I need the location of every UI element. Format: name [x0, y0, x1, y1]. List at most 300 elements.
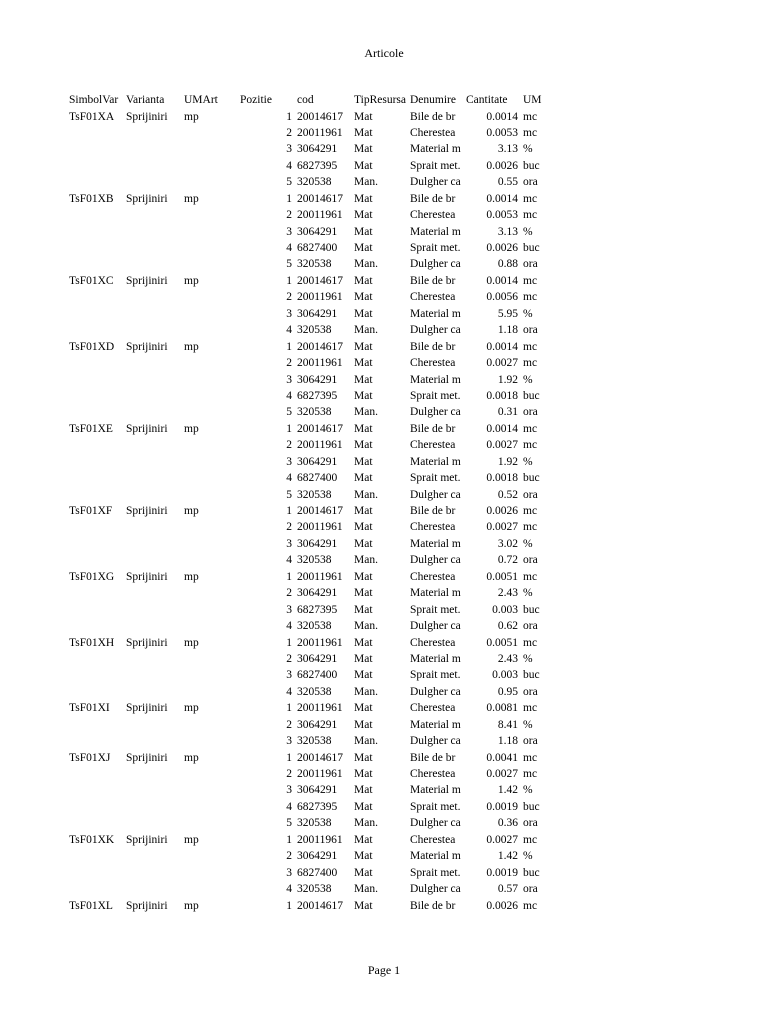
cell-cantitate: 2.43	[497, 587, 518, 600]
cell-pozitie: 2	[286, 768, 292, 780]
cell-um: ora	[523, 176, 538, 189]
cell-cantitate: 0.88	[497, 258, 518, 271]
cell-tip-resursa: Mat	[354, 472, 373, 485]
cell-denumire: Dulgher ca	[410, 324, 461, 337]
cell-cod: 320538	[297, 883, 332, 896]
cell-um: mc	[523, 357, 538, 370]
cell-pozitie: 1	[286, 192, 292, 205]
cell-pozitie: 3	[286, 784, 292, 797]
cell-tip-resursa: Mat	[354, 242, 373, 254]
cell-cantitate: 1.92	[497, 373, 518, 386]
table-row	[0, 388, 768, 404]
cell-tip-resursa: Mat	[354, 669, 373, 682]
table-row	[0, 881, 768, 897]
cell-cod: 20011961	[297, 291, 343, 304]
cell-um: mc	[523, 110, 538, 123]
cell-tip-resursa: Mat	[354, 800, 373, 813]
cell-tip-resursa: Mat	[354, 570, 373, 583]
cell-um: %	[523, 587, 533, 600]
cell-pozitie: 2	[286, 521, 292, 534]
header-cod: cod	[297, 94, 314, 106]
cell-um: buc	[523, 669, 540, 682]
cell-um: mc	[523, 439, 538, 452]
cell-cantitate: 1.42	[497, 784, 518, 797]
cell-pozitie: 4	[286, 472, 292, 485]
cell-cod: 6827395	[297, 800, 338, 813]
cell-varianta: Sprijiniri	[126, 751, 168, 764]
cell-denumire: Cherestea	[410, 768, 456, 780]
cell-pozitie: 2	[286, 587, 292, 600]
cell-tip-resursa: Man.	[354, 176, 378, 189]
cell-cod: 3064291	[297, 652, 338, 665]
cell-tip-resursa: Man.	[354, 817, 378, 830]
cell-um: %	[523, 784, 533, 797]
cell-tip-resursa: Mat	[354, 225, 373, 238]
cell-pozitie: 2	[286, 291, 292, 304]
cell-um: %	[523, 850, 533, 863]
cell-denumire: Bile de br	[410, 899, 456, 912]
cell-tip-resursa: Mat	[354, 505, 373, 517]
table-row	[0, 109, 768, 125]
cell-simbol: TsF01XF	[69, 505, 113, 517]
cell-varianta: Sprijiniri	[126, 110, 168, 123]
table-row	[0, 815, 768, 831]
cell-cod: 20014617	[297, 110, 343, 123]
cell-umart: mp	[184, 505, 199, 517]
cell-denumire: Material m	[410, 718, 461, 731]
cell-cod: 3064291	[297, 455, 338, 468]
cell-denumire: Sprait met.	[410, 389, 461, 402]
table-row	[0, 322, 768, 338]
cell-cod: 6827400	[297, 472, 338, 485]
cell-cantitate: 3.13	[497, 143, 518, 156]
cell-simbol: TsF01XK	[69, 833, 115, 846]
table-row	[0, 339, 768, 355]
cell-simbol: TsF01XI	[69, 702, 110, 715]
cell-pozitie: 2	[286, 357, 292, 370]
cell-cantitate: 0.0018	[486, 389, 518, 402]
cell-pozitie: 3	[286, 143, 292, 156]
cell-cantitate: 2.43	[497, 652, 518, 665]
cell-um: mc	[523, 899, 538, 912]
cell-tip-resursa: Mat	[354, 373, 373, 386]
cell-cantitate: 3.13	[497, 225, 518, 238]
table-row	[0, 782, 768, 798]
cell-tip-resursa: Mat	[354, 357, 373, 370]
cell-simbol: TsF01XG	[69, 570, 115, 583]
cell-pozitie: 3	[286, 307, 292, 320]
cell-denumire: Dulgher ca	[410, 176, 461, 189]
cell-cantitate: 0.0014	[486, 192, 518, 205]
cell-cantitate: 0.0014	[486, 110, 518, 123]
cell-tip-resursa: Man.	[354, 554, 378, 567]
cell-umart: mp	[184, 570, 199, 583]
cell-tip-resursa: Man.	[354, 685, 378, 698]
cell-pozitie: 1	[286, 422, 292, 435]
cell-pozitie: 4	[286, 883, 292, 896]
cell-um: mc	[523, 505, 538, 517]
cell-umart: mp	[184, 340, 199, 353]
cell-umart: mp	[184, 833, 199, 846]
cell-cantitate: 0.0027	[486, 768, 518, 780]
cell-tip-resursa: Mat	[354, 143, 373, 156]
cell-denumire: Sprait met.	[410, 159, 461, 172]
cell-denumire: Cherestea	[410, 126, 456, 139]
cell-um: buc	[523, 603, 540, 616]
table-row	[0, 569, 768, 585]
cell-pozitie: 4	[286, 324, 292, 337]
cell-denumire: Dulgher ca	[410, 554, 461, 567]
cell-um: %	[523, 225, 533, 238]
header-denumire: Denumire	[410, 94, 456, 106]
cell-cantitate: 0.0027	[486, 833, 518, 846]
cell-um: %	[523, 455, 533, 468]
header-um: UM	[523, 94, 542, 106]
cell-tip-resursa: Mat	[354, 274, 373, 287]
cell-um: ora	[523, 324, 538, 337]
table-row	[0, 224, 768, 240]
cell-tip-resursa: Mat	[354, 636, 373, 649]
cell-cod: 20014617	[297, 192, 343, 205]
cell-um: mc	[523, 751, 538, 764]
cell-varianta: Sprijiniri	[126, 192, 168, 205]
cell-um: buc	[523, 800, 540, 813]
cell-um: %	[523, 718, 533, 731]
cell-cantitate: 0.0019	[486, 866, 518, 879]
cell-cod: 3064291	[297, 537, 338, 550]
cell-pozitie: 1	[286, 110, 292, 123]
cell-simbol: TsF01XJ	[69, 751, 111, 764]
header-simbol-var: SimbolVar	[69, 94, 119, 106]
cell-um: ora	[523, 735, 538, 748]
table-row	[0, 832, 768, 848]
cell-um: ora	[523, 488, 538, 501]
cell-cod: 20011961	[297, 357, 343, 370]
cell-denumire: Cherestea	[410, 570, 456, 583]
cell-varianta: Sprijiniri	[126, 422, 168, 435]
table-row	[0, 273, 768, 289]
cell-denumire: Sprait met.	[410, 472, 461, 485]
cell-denumire: Bile de br	[410, 192, 456, 205]
cell-tip-resursa: Mat	[354, 850, 373, 863]
cell-pozitie: 3	[286, 735, 292, 748]
cell-denumire: Dulgher ca	[410, 883, 461, 896]
cell-cod: 20014617	[297, 274, 343, 287]
cell-denumire: Dulgher ca	[410, 817, 461, 830]
cell-cantitate: 0.0026	[486, 899, 518, 912]
table-row	[0, 503, 768, 519]
cell-cantitate: 1.18	[497, 324, 518, 337]
table-row	[0, 684, 768, 700]
cell-cod: 20014617	[297, 751, 343, 764]
cell-cantitate: 0.003	[492, 603, 518, 616]
cell-cod: 20014617	[297, 340, 343, 353]
cell-cod: 320538	[297, 406, 332, 419]
cell-cantitate: 0.0026	[486, 159, 518, 172]
table-row	[0, 125, 768, 141]
cell-pozitie: 1	[286, 899, 292, 912]
cell-tip-resursa: Mat	[354, 126, 373, 139]
cell-cod: 320538	[297, 735, 332, 748]
cell-denumire: Bile de br	[410, 505, 456, 517]
cell-simbol: TsF01XE	[69, 422, 113, 435]
table-header	[0, 92, 768, 108]
cell-denumire: Cherestea	[410, 439, 456, 452]
table-row	[0, 191, 768, 207]
cell-pozitie: 2	[286, 209, 292, 222]
table-row	[0, 898, 768, 914]
table-row	[0, 355, 768, 371]
cell-cantitate: 1.42	[497, 850, 518, 863]
cell-pozitie: 1	[286, 636, 292, 649]
cell-cod: 6827400	[297, 669, 338, 682]
cell-denumire: Material m	[410, 652, 461, 665]
table-row	[0, 717, 768, 733]
cell-varianta: Sprijiniri	[126, 833, 168, 846]
cell-tip-resursa: Mat	[354, 587, 373, 600]
cell-tip-resursa: Mat	[354, 439, 373, 452]
cell-cantitate: 0.95	[497, 685, 518, 698]
table-row	[0, 207, 768, 223]
header-tip-resursa: TipResursa	[354, 94, 406, 106]
cell-um: ora	[523, 620, 538, 633]
cell-um: mc	[523, 702, 538, 715]
cell-cod: 20011961	[297, 209, 343, 222]
cell-um: buc	[523, 866, 540, 879]
cell-tip-resursa: Mat	[354, 455, 373, 468]
cell-denumire: Cherestea	[410, 636, 456, 649]
cell-um: mc	[523, 422, 538, 435]
cell-denumire: Material m	[410, 784, 461, 797]
cell-denumire: Dulgher ca	[410, 488, 461, 501]
cell-pozitie: 4	[286, 242, 292, 254]
cell-pozitie: 4	[286, 800, 292, 813]
table-row	[0, 306, 768, 322]
cell-pozitie: 1	[286, 340, 292, 353]
cell-denumire: Dulgher ca	[410, 258, 461, 271]
cell-tip-resursa: Man.	[354, 883, 378, 896]
table-row	[0, 700, 768, 716]
cell-um: mc	[523, 291, 538, 304]
cell-tip-resursa: Mat	[354, 209, 373, 222]
table-row	[0, 750, 768, 766]
cell-pozitie: 1	[286, 505, 292, 517]
cell-umart: mp	[184, 702, 199, 715]
cell-um: ora	[523, 817, 538, 830]
cell-simbol: TsF01XC	[69, 274, 114, 287]
cell-cod: 20011961	[297, 126, 343, 139]
cell-denumire: Material m	[410, 373, 461, 386]
table-row	[0, 487, 768, 503]
cell-denumire: Sprait met.	[410, 866, 461, 879]
table-row	[0, 651, 768, 667]
header-pozitie: Pozitie	[240, 94, 272, 106]
cell-tip-resursa: Mat	[354, 784, 373, 797]
cell-pozitie: 5	[286, 406, 292, 419]
cell-cantitate: 8.41	[497, 718, 518, 731]
cell-pozitie: 2	[286, 652, 292, 665]
cell-denumire: Cherestea	[410, 702, 456, 715]
cell-denumire: Sprait met.	[410, 603, 461, 616]
cell-cod: 20011961	[297, 768, 343, 780]
cell-tip-resursa: Mat	[354, 537, 373, 550]
cell-simbol: TsF01XA	[69, 110, 115, 123]
cell-cod: 20011961	[297, 570, 343, 583]
cell-tip-resursa: Mat	[354, 159, 373, 172]
cell-cantitate: 0.0051	[486, 570, 518, 583]
cell-tip-resursa: Mat	[354, 422, 373, 435]
cell-tip-resursa: Mat	[354, 768, 373, 780]
cell-cantitate: 1.92	[497, 455, 518, 468]
cell-denumire: Cherestea	[410, 521, 456, 534]
cell-um: mc	[523, 340, 538, 353]
cell-pozitie: 5	[286, 258, 292, 271]
cell-denumire: Bile de br	[410, 274, 456, 287]
cell-cod: 20014617	[297, 505, 343, 517]
cell-cod: 320538	[297, 685, 332, 698]
cell-pozitie: 1	[286, 702, 292, 715]
cell-tip-resursa: Mat	[354, 751, 373, 764]
cell-denumire: Bile de br	[410, 340, 456, 353]
cell-umart: mp	[184, 899, 199, 912]
cell-pozitie: 5	[286, 176, 292, 189]
cell-varianta: Sprijiniri	[126, 340, 168, 353]
cell-um: mc	[523, 636, 538, 649]
cell-tip-resursa: Mat	[354, 866, 373, 879]
cell-denumire: Material m	[410, 455, 461, 468]
cell-um: mc	[523, 126, 538, 139]
table-row	[0, 174, 768, 190]
cell-um: mc	[523, 570, 538, 583]
cell-denumire: Material m	[410, 143, 461, 156]
cell-tip-resursa: Man.	[354, 488, 378, 501]
header-cantitate: Cantitate	[466, 94, 508, 106]
cell-tip-resursa: Mat	[354, 899, 373, 912]
cell-simbol: TsF01XB	[69, 192, 114, 205]
cell-denumire: Cherestea	[410, 209, 456, 222]
cell-denumire: Sprait met.	[410, 669, 461, 682]
cell-um: ora	[523, 258, 538, 271]
cell-cod: 6827395	[297, 603, 338, 616]
cell-pozitie: 3	[286, 866, 292, 879]
cell-varianta: Sprijiniri	[126, 636, 168, 649]
cell-cod: 3064291	[297, 784, 338, 797]
table-row	[0, 667, 768, 683]
table-row	[0, 454, 768, 470]
table-row	[0, 602, 768, 618]
cell-pozitie: 1	[286, 833, 292, 846]
cell-denumire: Material m	[410, 537, 461, 550]
cell-simbol: TsF01XD	[69, 340, 115, 353]
cell-tip-resursa: Mat	[354, 521, 373, 534]
cell-cantitate: 0.0053	[486, 209, 518, 222]
cell-cantitate: 0.72	[497, 554, 518, 567]
table-row	[0, 766, 768, 782]
cell-cod: 20011961	[297, 702, 343, 715]
cell-um: %	[523, 307, 533, 320]
cell-pozitie: 3	[286, 455, 292, 468]
cell-um: buc	[523, 389, 540, 402]
cell-cantitate: 0.0027	[486, 521, 518, 534]
cell-cod: 20011961	[297, 833, 343, 846]
table-row	[0, 470, 768, 486]
cell-denumire: Material m	[410, 225, 461, 238]
cell-cantitate: 0.36	[497, 817, 518, 830]
table-row	[0, 421, 768, 437]
cell-denumire: Sprait met.	[410, 242, 461, 254]
table-row	[0, 552, 768, 568]
cell-um: %	[523, 373, 533, 386]
cell-cod: 320538	[297, 324, 332, 337]
cell-denumire: Bile de br	[410, 751, 456, 764]
cell-cantitate: 0.003	[492, 669, 518, 682]
cell-cantitate: 0.0056	[486, 291, 518, 304]
cell-denumire: Material m	[410, 587, 461, 600]
cell-pozitie: 1	[286, 751, 292, 764]
cell-pozitie: 4	[286, 620, 292, 633]
cell-tip-resursa: Mat	[354, 340, 373, 353]
cell-varianta: Sprijiniri	[126, 702, 168, 715]
cell-varianta: Sprijiniri	[126, 570, 168, 583]
cell-cantitate: 0.0027	[486, 439, 518, 452]
cell-cod: 6827400	[297, 866, 338, 879]
table-row	[0, 437, 768, 453]
cell-umart: mp	[184, 422, 199, 435]
cell-um: %	[523, 652, 533, 665]
cell-cantitate: 3.02	[497, 537, 518, 550]
cell-cod: 320538	[297, 554, 332, 567]
cell-denumire: Material m	[410, 850, 461, 863]
table-row	[0, 865, 768, 881]
cell-umart: mp	[184, 192, 199, 205]
cell-cantitate: 0.0081	[486, 702, 518, 715]
cell-cod: 3064291	[297, 587, 338, 600]
cell-pozitie: 4	[286, 685, 292, 698]
cell-cantitate: 0.62	[497, 620, 518, 633]
cell-tip-resursa: Mat	[354, 718, 373, 731]
cell-pozitie: 2	[286, 850, 292, 863]
cell-tip-resursa: Mat	[354, 110, 373, 123]
cell-cantitate: 0.0018	[486, 472, 518, 485]
cell-pozitie: 3	[286, 669, 292, 682]
cell-denumire: Cherestea	[410, 357, 456, 370]
cell-pozitie: 3	[286, 373, 292, 386]
cell-um: buc	[523, 159, 540, 172]
cell-umart: mp	[184, 274, 199, 287]
cell-pozitie: 5	[286, 488, 292, 501]
cell-um: %	[523, 143, 533, 156]
cell-umart: mp	[184, 110, 199, 123]
cell-cod: 20014617	[297, 422, 343, 435]
cell-um: mc	[523, 768, 538, 780]
cell-tip-resursa: Mat	[354, 192, 373, 205]
cell-um: %	[523, 537, 533, 550]
cell-tip-resursa: Mat	[354, 291, 373, 304]
table-row	[0, 848, 768, 864]
cell-um: buc	[523, 242, 540, 254]
cell-umart: mp	[184, 636, 199, 649]
cell-cod: 320538	[297, 817, 332, 830]
cell-um: ora	[523, 685, 538, 698]
cell-um: mc	[523, 192, 538, 205]
cell-um: buc	[523, 472, 540, 485]
cell-umart: mp	[184, 751, 199, 764]
cell-cantitate: 0.52	[497, 488, 518, 501]
cell-denumire: Bile de br	[410, 110, 456, 123]
cell-cantitate: 0.0014	[486, 340, 518, 353]
cell-cod: 3064291	[297, 373, 338, 386]
cell-pozitie: 3	[286, 603, 292, 616]
